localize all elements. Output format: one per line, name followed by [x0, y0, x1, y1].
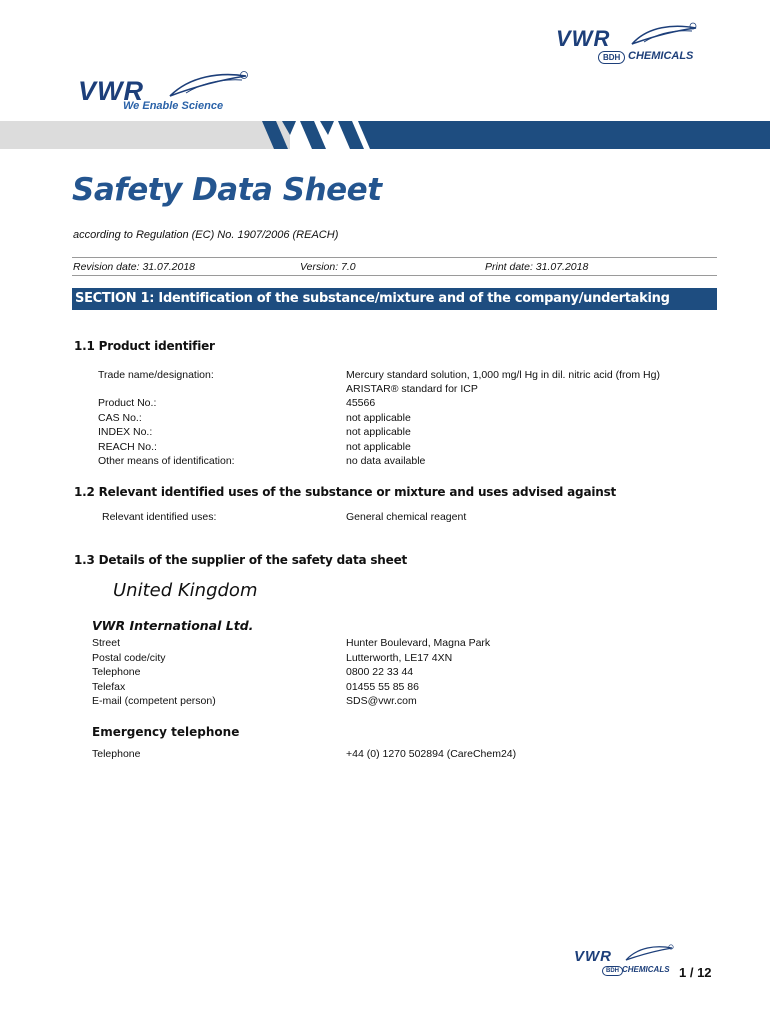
supplier-heading: 1.3 Details of the supplier of the safety data sheet [74, 553, 408, 567]
header-logo [556, 22, 706, 68]
footer-logo-sub: CHEMICALS [622, 965, 670, 974]
reach-no-value: not applicable [346, 441, 411, 453]
swoosh-icon [168, 70, 250, 100]
trade-name-label: Trade name/designation: [98, 369, 214, 381]
regulation-text: according to Regulation (EC) No. 1907/2006 (REACH) [73, 229, 339, 241]
cas-no-label: CAS No.: [98, 412, 142, 424]
product-no-label: Product No.: [98, 397, 157, 409]
bdh-badge: BDH [598, 51, 625, 64]
reach-no-label: REACH No.: [98, 441, 157, 453]
street-value: Hunter Boulevard, Magna Park [346, 637, 491, 649]
divider [72, 275, 717, 276]
product-no-value: 45566 [346, 397, 376, 409]
page-number: 1 / 12 [679, 965, 712, 980]
supplier-country: United Kingdom [113, 580, 258, 601]
header-logo-word: VWR [556, 26, 611, 51]
document-title: Safety Data Sheet [72, 172, 382, 208]
index-no-value: not applicable [346, 426, 411, 438]
header-band-blue [370, 121, 770, 149]
telephone-label: Telephone [92, 666, 141, 678]
footer-logo [574, 944, 678, 978]
divider [72, 257, 717, 258]
swoosh-icon [624, 944, 674, 962]
trade-name-value-line2: ARISTAR® standard for ICP [346, 383, 478, 395]
swoosh-icon [630, 22, 700, 48]
header-band-grey [0, 121, 290, 149]
emergency-heading: Emergency telephone [92, 725, 240, 739]
postal-label: Postal code/city [92, 652, 166, 664]
postal-value: Lutterworth, LE17 4XN [346, 652, 453, 664]
emergency-value: +44 (0) 1270 502894 (CareChem24) [346, 748, 517, 760]
telefax-label: Telefax [92, 681, 126, 693]
cas-no-value: not applicable [346, 412, 411, 424]
supplier-company: VWR International Ltd. [92, 618, 254, 633]
trade-name-value: Mercury standard solution, 1,000 mg/l Hg in dil. nitric acid (from Hg) [346, 369, 660, 381]
email-value: SDS@vwr.com [346, 695, 417, 707]
street-label: Street [92, 637, 121, 649]
print-date: Print date: 31.07.2018 [485, 261, 589, 273]
uses-label: Relevant identified uses: [102, 511, 217, 523]
main-logo-word: VWR [78, 76, 144, 106]
chevron-band-icon [262, 121, 382, 149]
footer-logo-word: VWR [574, 948, 612, 965]
main-logo [78, 68, 253, 116]
bdh-badge: BDH [602, 966, 623, 976]
telephone-value: 0800 22 33 44 [346, 666, 414, 678]
emergency-label: Telephone [92, 748, 141, 760]
other-id-value: no data available [346, 455, 426, 467]
uses-heading: 1.2 Relevant identified uses of the substance or mixture and uses advised against [74, 485, 617, 499]
index-no-label: INDEX No.: [98, 426, 153, 438]
version: Version: 7.0 [300, 261, 356, 273]
product-identifier-heading: 1.1 Product identifier [74, 339, 215, 353]
header-logo-sub: CHEMICALS [628, 50, 694, 62]
email-label: E-mail (competent person) [92, 695, 216, 707]
main-logo-tagline: We Enable Science [123, 100, 224, 112]
telefax-value: 01455 55 85 86 [346, 681, 419, 693]
section-1-heading: SECTION 1: Identification of the substance/mixture and of the company/undertaking [72, 288, 717, 310]
uses-value: General chemical reagent [346, 511, 467, 523]
revision-date: Revision date: 31.07.2018 [73, 261, 196, 273]
other-id-label: Other means of identification: [98, 455, 235, 467]
